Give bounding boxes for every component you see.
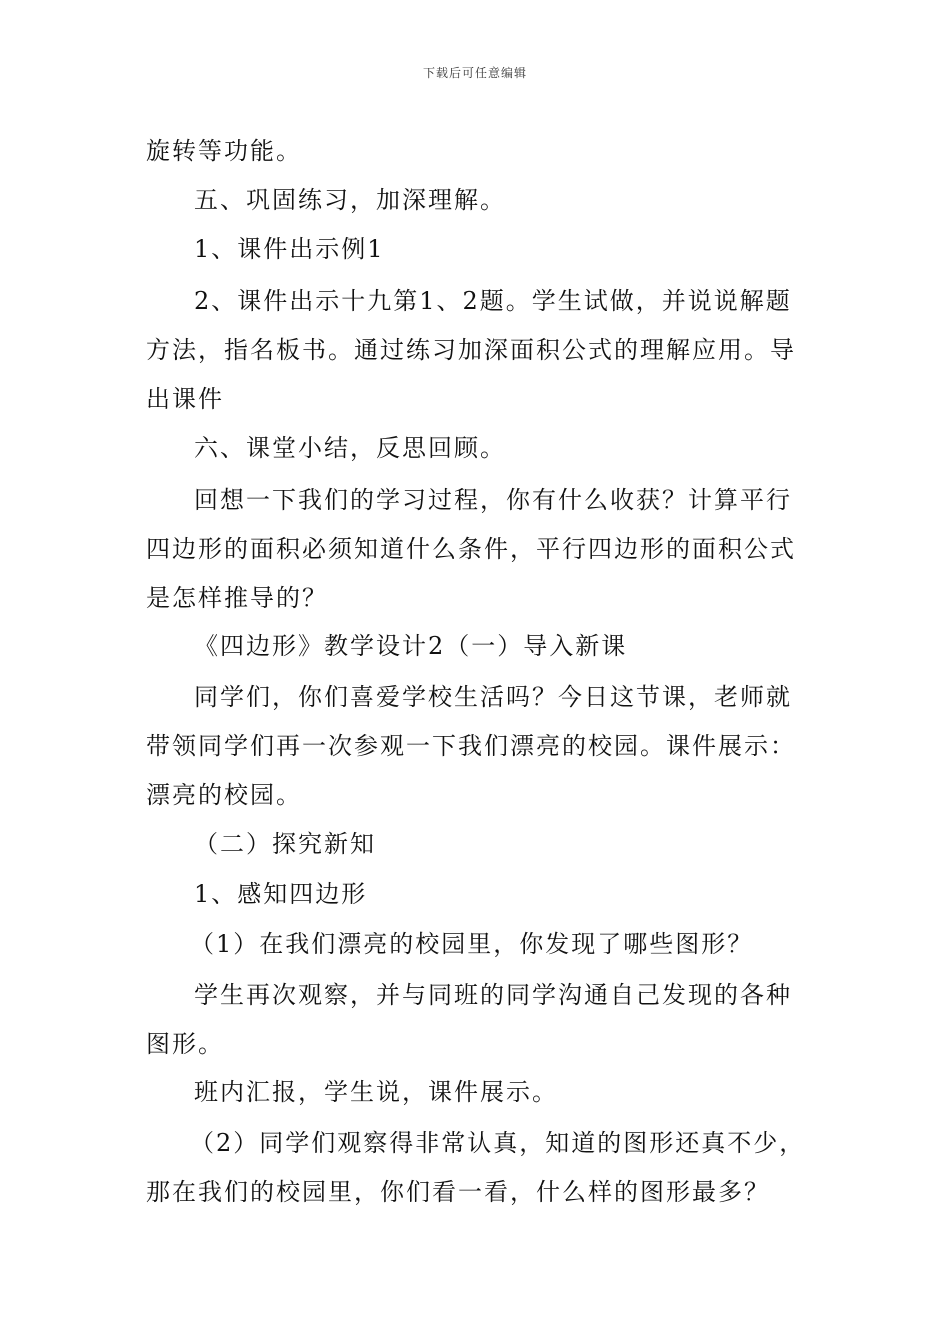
- paragraph-8: 同学们，你们喜爱学校生活吗？今日这节课，老师就带领同学们再一次参观一下我们漂亮的校园。课件展示：漂亮的校园。: [146, 683, 796, 809]
- paragraph-5: 六、课堂小结，反思回顾。: [194, 434, 506, 462]
- paragraph-11: （1）在我们漂亮的校园里，你发现了哪些图形？: [190, 930, 754, 958]
- page-header: 下载后可任意编辑: [422, 66, 527, 80]
- paragraph-4: 2、课件出示十九第1、2题。学生试做，并说说解题方法，指名板书。通过练习加深面积公式的理解应用。导出课件: [146, 287, 796, 413]
- paragraph-7: 《四边形》教学设计2（一）导入新课: [194, 632, 628, 660]
- paragraph-12: 学生再次观察，并与同班的同学沟通自己发现的各种图形。: [146, 981, 792, 1058]
- paragraph-1: 旋转等功能。: [146, 137, 302, 165]
- paragraph-3: 1、课件出示例1: [194, 235, 385, 263]
- paragraph-9: （二）探究新知: [194, 830, 376, 858]
- paragraph-6: 回想一下我们的学习过程，你有什么收获？计算平行四边形的面积必须知道什么条件，平行四边形的面积公式是怎样推导的？: [146, 486, 796, 612]
- paragraph-2: 五、巩固练习，加深理解。: [194, 186, 506, 214]
- paragraph-10: 1、感知四边形: [194, 880, 368, 908]
- paragraph-14: （2）同学们观察得非常认真，知道的图形还真不少，那在我们的校园里，你们看一看，什么样的图形最多？: [146, 1129, 806, 1206]
- paragraph-13: 班内汇报，学生说，课件展示。: [194, 1078, 558, 1106]
